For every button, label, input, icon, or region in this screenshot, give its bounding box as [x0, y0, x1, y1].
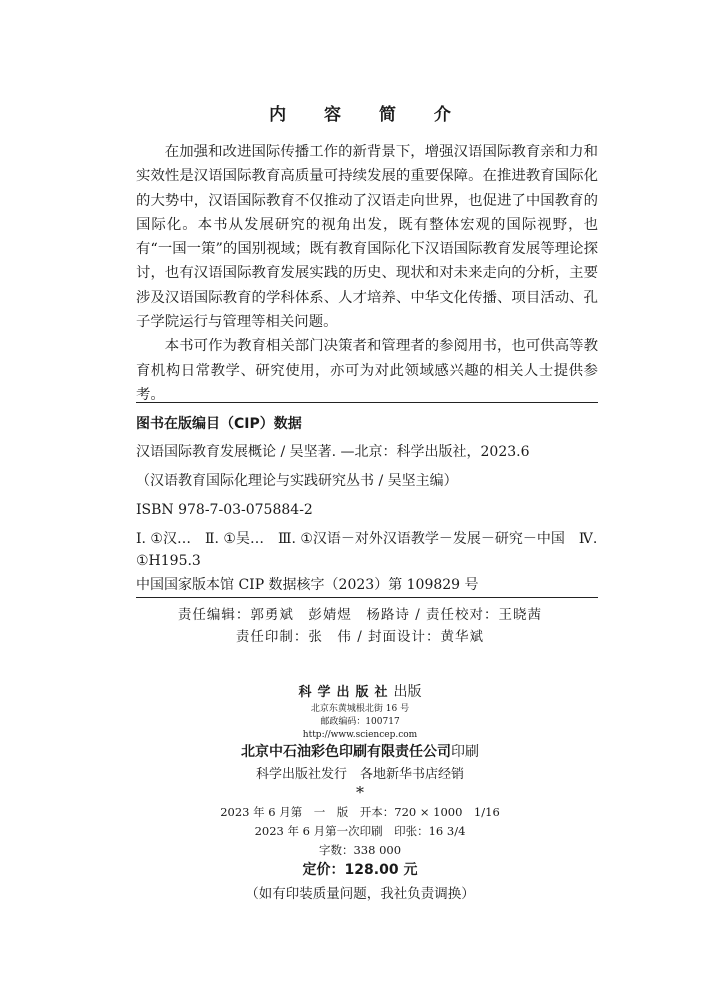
cip-record-number: 中国国家版本馆 CIP 数据核字（2023）第 109829 号 [136, 577, 479, 593]
quality-notice: （如有印装质量问题，我社负责调换） [245, 886, 475, 902]
distribution-line: 科学出版社发行 各地新华书店经销 [255, 767, 464, 782]
publisher-postcode: 邮政编码：100717 [320, 717, 400, 727]
intro-title: 内 容 简 介 [269, 105, 467, 125]
cip-isbn: ISBN 978-7-03-075884-2 [136, 502, 313, 518]
cip-classification: Ⅰ. ①汉… Ⅱ. ①吴… Ⅲ. ①汉语－对外汉语教学－发展－研究－中国 Ⅳ. ①H195.3 [136, 531, 598, 569]
cip-title-line: 汉语国际教育发展概论 / 吴坚著. —北京：科学出版社，2023.6 [136, 444, 530, 460]
printer-suffix: 印刷 [451, 744, 479, 760]
edition-line: 2023 年 6 月第 一 版 开本：720 × 1000 1/16 [220, 805, 500, 819]
publisher-website: http://www.sciencep.com [302, 730, 418, 740]
cip-bottom-divider [136, 597, 598, 598]
printing-line: 2023 年 6 月第一次印刷 印张：16 3/4 [254, 824, 466, 838]
cip-top-divider [136, 402, 598, 403]
intro-paragraph: 本书可作为教育相关部门决策者和管理者的参阅用书，也可供高等教育机构日常教学、研究使用，亦可为对此领域感兴趣的相关人士提供参考。 [136, 338, 598, 403]
editor-credits: 责任编辑：郭勇斌 彭婧煜 杨路诗 / 责任校对：王晓茜 [177, 607, 543, 623]
cip-series-line: （汉语教育国际化理论与实践研究丛书 / 吴坚主编） [136, 473, 458, 489]
printer-line [0, 741, 720, 761]
price: 定价：128.00 元 [302, 862, 418, 878]
printer-name: 北京中石油彩色印刷有限责任公司 [241, 744, 451, 760]
publisher-name: 科学出版社 [298, 685, 394, 700]
publisher-suffix: 出版 [393, 684, 422, 700]
production-credits: 责任印制：张 伟 / 封面设计：黄华斌 [235, 629, 485, 645]
word-count: 字数：338 000 [318, 843, 402, 857]
cip-heading: 图书在版编目（CIP）数据 [136, 416, 302, 432]
intro-body [136, 140, 598, 407]
publisher-address: 北京东黄城根北街 16 号 [310, 704, 410, 714]
intro-paragraph: 在加强和改进国际传播工作的新背景下，增强汉语国际教育亲和力和实效性是汉语国际教育高质量可持续发展的重要保障。在推进教育国际化的大势中，汉语国际教育不仅推动了汉语走向世界，也促进了中国教育的国际化。本书从发展研究的视角出发，既有整体宏观的国际视野，也有“一国一策”的国别视域；既有教育国际化下汉语国际教育发展等理论探讨，也有汉语国际教育发展实践的历史、现状和对未来走向的分析，主要涉及汉语国际教育的学科体系、人才培养、中华文化传播、项目活动、孔子学院运行与管理等相关问题。 [136, 144, 598, 331]
separator-star: * [356, 783, 364, 802]
publisher-line [0, 681, 720, 701]
